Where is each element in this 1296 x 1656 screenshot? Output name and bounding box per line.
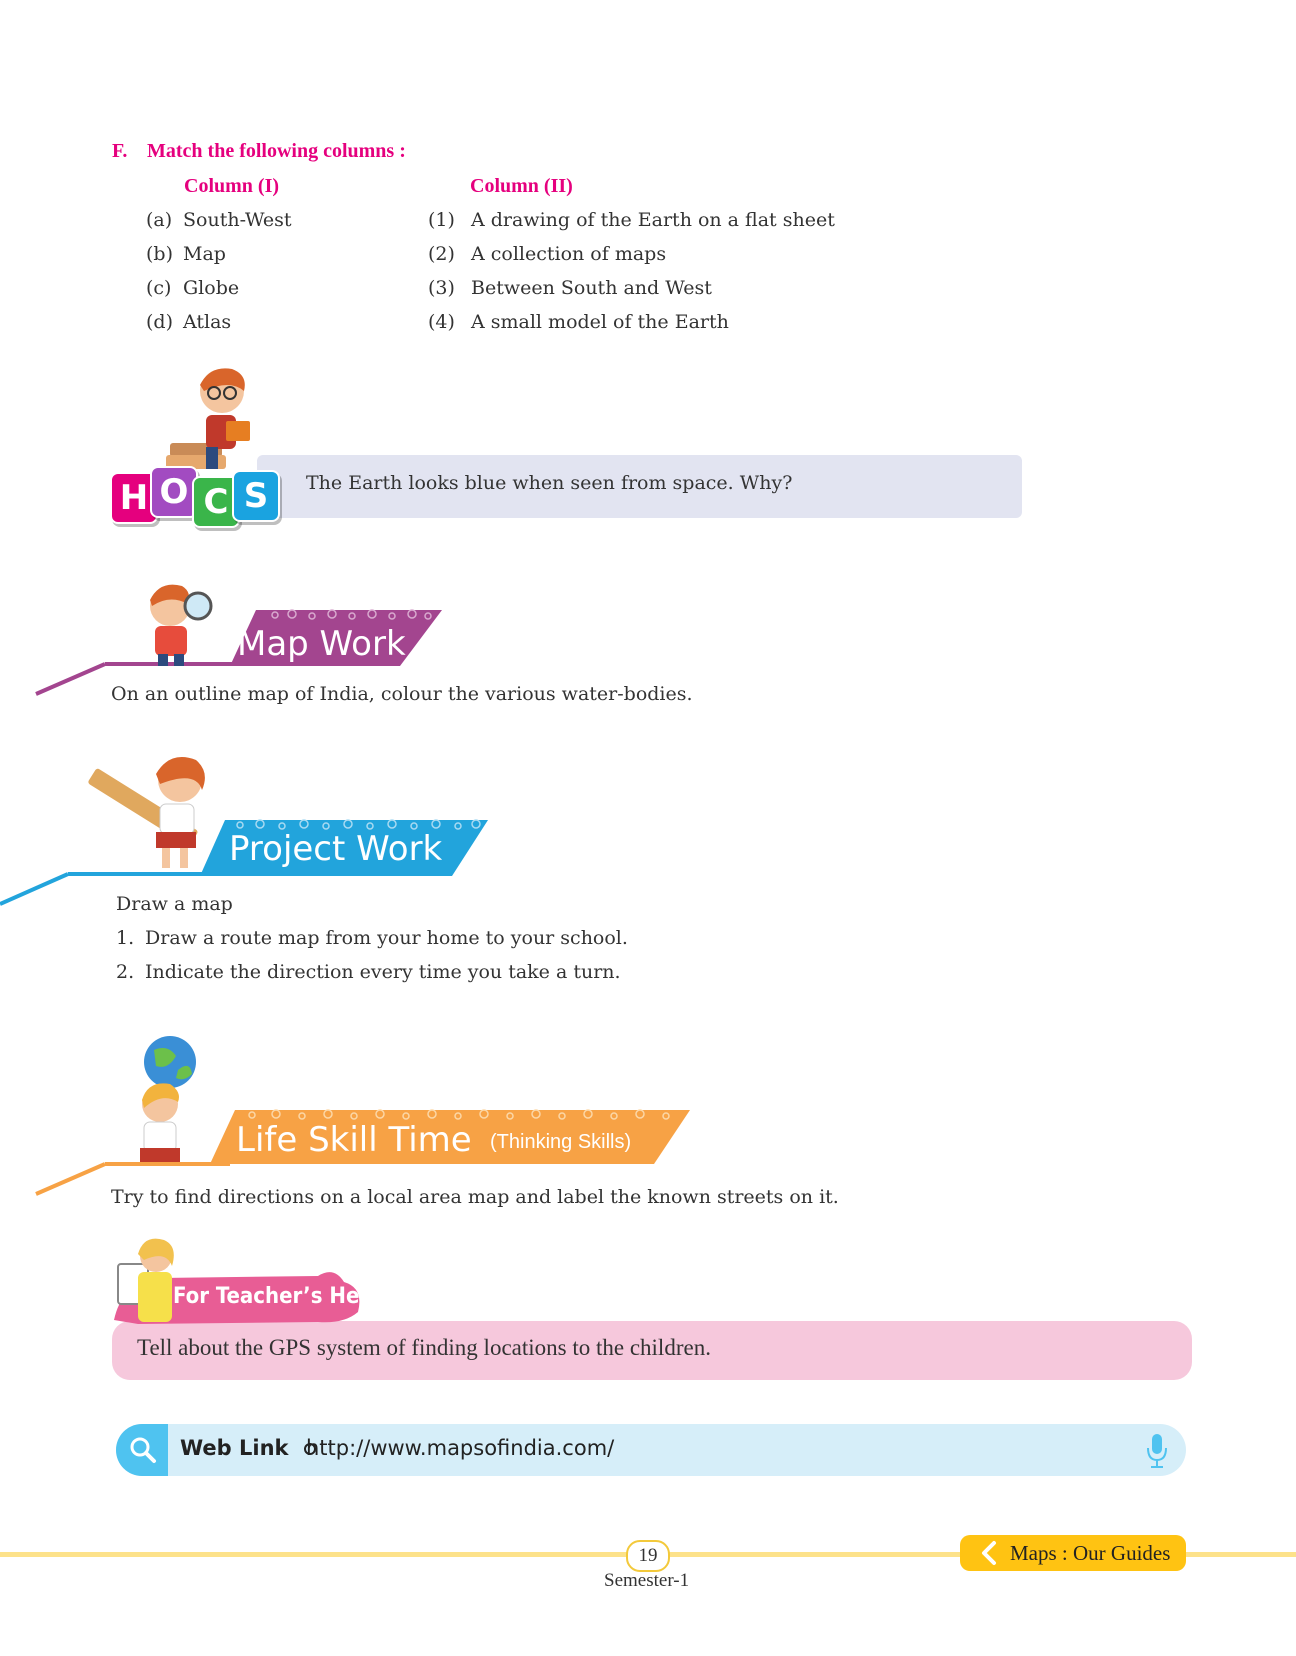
column-1-item: (b) Map bbox=[146, 243, 226, 265]
reading-boy-illustration bbox=[160, 365, 260, 480]
project-work-title: Project Work bbox=[229, 829, 443, 869]
column-1-item: (d) Atlas bbox=[146, 311, 232, 333]
map-work-text: On an outline map of India, colour the various water-bodies. bbox=[111, 683, 693, 705]
teacher-help-tag: For Teacher’s Help bbox=[173, 1284, 381, 1309]
section-f-heading bbox=[112, 140, 406, 163]
teacher-help-text: Tell about the GPS system of finding locations to the children. bbox=[137, 1335, 711, 1360]
section-letter: F. bbox=[112, 140, 128, 162]
column-1-item: (a) South-West bbox=[146, 209, 292, 231]
chevron-left-icon bbox=[974, 1535, 1004, 1571]
life-skill-banner bbox=[30, 1030, 700, 1200]
microphone-icon[interactable] bbox=[1145, 1432, 1169, 1470]
chapter-title: Maps : Our Guides bbox=[1010, 1541, 1171, 1565]
hocs-letter: O bbox=[150, 466, 198, 518]
life-skill-text: Try to find directions on a local area map and label the known streets on it. bbox=[111, 1186, 839, 1208]
life-skill-title: Life Skill Time bbox=[236, 1120, 472, 1160]
hocs-letter: S bbox=[232, 470, 280, 522]
search-icon bbox=[116, 1424, 168, 1476]
hocs-logo bbox=[110, 470, 285, 525]
column-1-item: (c) Globe bbox=[146, 277, 240, 299]
project-work-item: 1. Draw a route map from your home to your school. bbox=[116, 927, 628, 949]
semester-label: Semester-1 bbox=[604, 1570, 690, 1591]
column-2-item: (1) A drawing of the Earth on a flat sheet bbox=[428, 209, 835, 231]
web-link-search[interactable] bbox=[116, 1424, 168, 1476]
page-number: 19 bbox=[626, 1540, 670, 1572]
column-2-heading: Column (II) bbox=[470, 175, 573, 197]
section-title: Match the following columns : bbox=[147, 140, 406, 162]
web-link-url[interactable]: http://www.mapsofindia.com/ bbox=[306, 1436, 615, 1460]
column-1-heading: Column (I) bbox=[184, 175, 280, 197]
column-2-item: (4) A small model of the Earth bbox=[428, 311, 729, 333]
column-2-item: (2) A collection of maps bbox=[428, 243, 667, 265]
project-work-intro: Draw a map bbox=[116, 893, 233, 915]
hocs-question: The Earth looks blue when seen from space. Why? bbox=[306, 472, 793, 494]
map-work-title: Map Work bbox=[237, 624, 406, 664]
web-link-label: Web Link bbox=[180, 1436, 320, 1460]
life-skill-subtitle: (Thinking Skills) bbox=[490, 1131, 632, 1153]
hocs-letter: H bbox=[110, 472, 158, 524]
hocs-letter: C bbox=[192, 476, 240, 528]
project-work-item: 2. Indicate the direction every time you take a turn. bbox=[116, 961, 621, 983]
column-2-item: (3) Between South and West bbox=[428, 277, 712, 299]
